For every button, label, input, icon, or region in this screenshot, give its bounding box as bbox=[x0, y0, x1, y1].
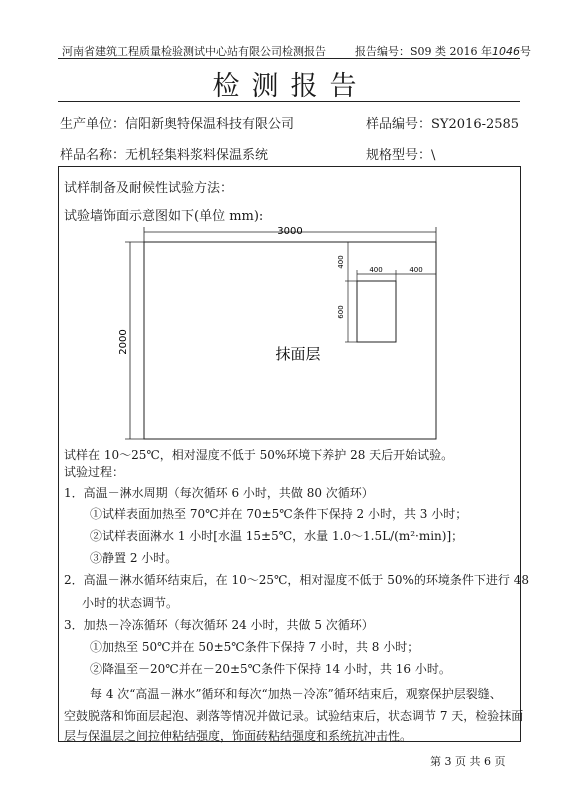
report-number bbox=[355, 43, 531, 59]
sample-name-field bbox=[60, 144, 268, 163]
window-top-offset-label: 400 bbox=[337, 255, 345, 269]
sample-number-field bbox=[366, 113, 519, 132]
height-dimension-label: 2000 bbox=[118, 329, 129, 355]
final-paragraph-line2: 空鼓脱落和饰面层起泡、剥落等情况并做记录。试验结束后，状态调节 7 天，检验抹面 bbox=[64, 709, 524, 723]
width-dimension-label: 3000 bbox=[277, 226, 303, 237]
step2-line2: 小时的状态调节。 bbox=[82, 596, 179, 610]
producer-value: 信阳新奥特保温科技有限公司 bbox=[125, 117, 295, 132]
window-height-label: 600 bbox=[337, 305, 345, 319]
wall-diagram bbox=[110, 222, 450, 442]
producer-field bbox=[60, 113, 294, 132]
sample-number-value: SY2016-2585 bbox=[431, 117, 520, 132]
step1-c: ③静置 2 小时。 bbox=[90, 551, 178, 565]
page-title: 检测报告 bbox=[212, 71, 369, 102]
step3-b: ②降温至－20℃并在－20±5℃条件下保持 14 小时，共 16 小时。 bbox=[90, 662, 451, 676]
final-paragraph-line3: 层与保温层之间拉伸粘结强度，饰面砖粘结强度和系统抗冲击性。 bbox=[64, 729, 413, 743]
final-paragraph-line1: 每 4 次“高温－淋水”循环和每次“加热－冷冻”循环结束后，观察保护层裂缝、 bbox=[90, 687, 502, 701]
step2-line1: 2．高温－淋水循环结束后，在 10～25℃，相对湿度不低于 50%的环境条件下进行 48 bbox=[64, 573, 529, 587]
curing-paragraph: 试样在 10～25℃，相对湿度不低于 50%环境下养护 28 天后开始试验。 bbox=[64, 448, 454, 462]
page-number: 第 3 页 共 6 页 bbox=[430, 755, 506, 768]
report-number-prefix: 报告编号：S09 类 2016 年 bbox=[355, 45, 493, 58]
header-institution: 河南省建筑工程质量检验测试中心站有限公司检测报告 bbox=[62, 45, 326, 58]
step1-a: ①试样表面加热至 70℃并在 70±5℃条件下保持 2 小时，共 3 小时； bbox=[90, 507, 468, 521]
process-title: 试验过程： bbox=[64, 465, 125, 479]
surface-layer-label: 抹面层 bbox=[275, 345, 321, 363]
report-number-handwritten: 1046 bbox=[492, 45, 521, 58]
sample-name-label: 样品名称： bbox=[60, 148, 126, 163]
wall-panel bbox=[144, 242, 436, 439]
spec-label: 规格型号： bbox=[366, 148, 432, 163]
title-rule bbox=[58, 101, 520, 102]
header-rule bbox=[58, 58, 520, 59]
sample-name-value: 无机轻集料浆料保温系统 bbox=[125, 148, 269, 163]
window-width-label: 400 bbox=[369, 266, 383, 274]
report-number-suffix: 号 bbox=[520, 45, 532, 58]
window-opening bbox=[357, 281, 396, 342]
section-title: 试样制备及耐候性试验方法： bbox=[64, 181, 234, 196]
sample-number-label: 样品编号： bbox=[366, 117, 432, 132]
spec-value: \ bbox=[431, 148, 436, 163]
step1-b: ②试样表面淋水 1 小时[水温 15±5℃，水量 1.0～1.5L/(m²·min)]； bbox=[90, 529, 464, 543]
diagram-intro: 试验墙饰面示意图如下(单位 mm): bbox=[64, 209, 264, 224]
window-right-offset-label: 400 bbox=[409, 266, 423, 274]
step3-a: ①加热至 50℃并在 50±5℃条件下保持 7 小时，共 8 小时； bbox=[90, 640, 420, 654]
step3-title: 3．加热－冷冻循环（每次循环 24 小时，共做 5 次循环） bbox=[64, 618, 374, 632]
spec-field bbox=[366, 144, 435, 163]
producer-label: 生产单位： bbox=[60, 117, 126, 132]
step1-title: 1．高温－淋水周期（每次循环 6 小时，共做 80 次循环） bbox=[64, 486, 374, 500]
